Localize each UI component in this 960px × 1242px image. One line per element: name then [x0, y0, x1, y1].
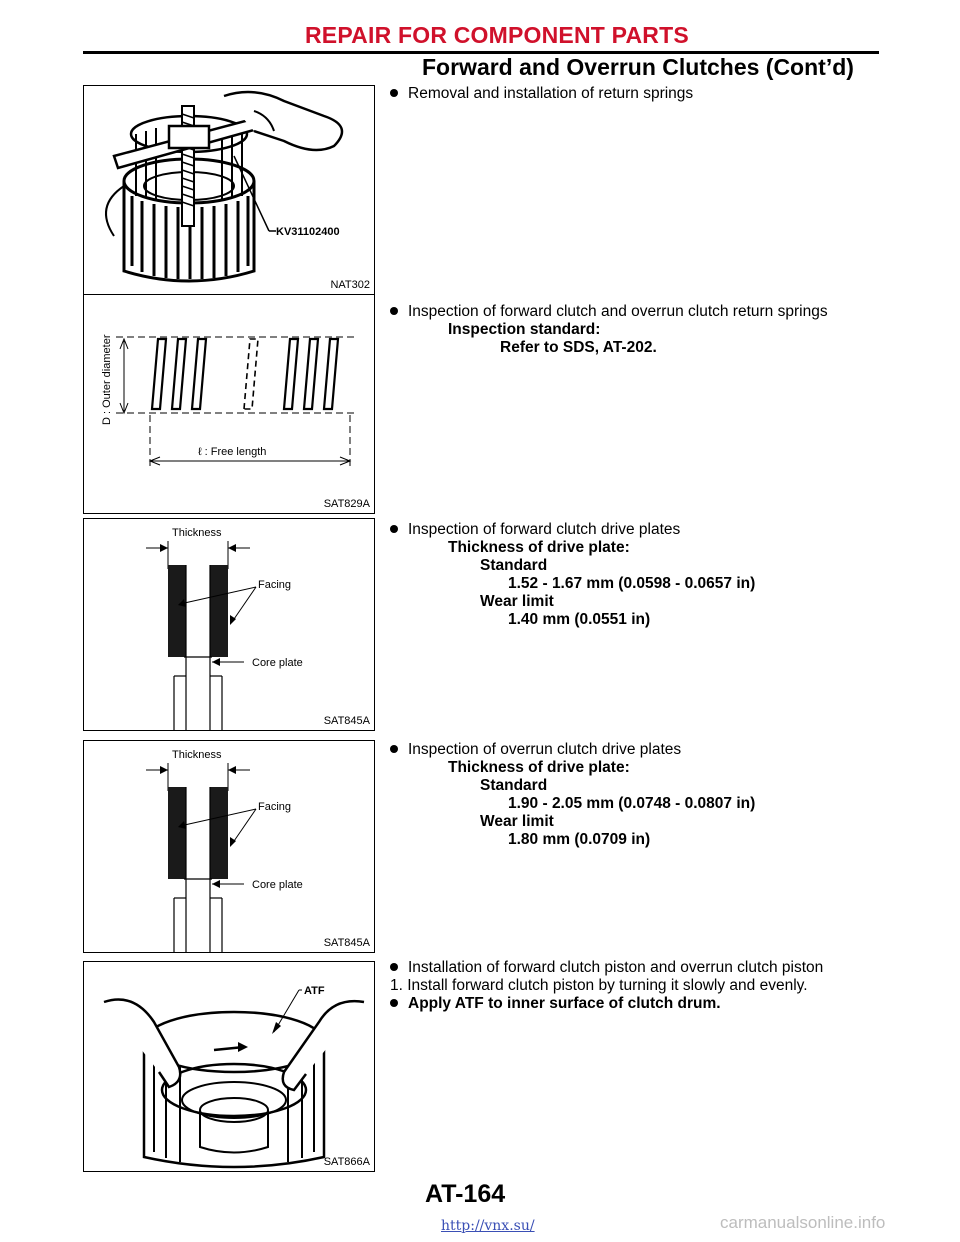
- tool-label: KV31102400: [276, 226, 340, 238]
- section-header: REPAIR FOR COMPONENT PARTS: [305, 22, 689, 48]
- figure-sat829a: [83, 294, 375, 514]
- diameter-label: D : Outer diameter: [101, 334, 113, 425]
- figure-code: SAT829A: [323, 498, 370, 510]
- figure-sat845a-overrun: [83, 740, 375, 953]
- facing-label: Facing: [258, 801, 292, 813]
- bullet-icon: [390, 745, 398, 753]
- facing-label: Facing: [258, 579, 292, 591]
- removal-item: Removal and installation of return springs: [390, 85, 693, 103]
- source-link[interactable]: http://vnx.su/: [441, 1218, 535, 1234]
- bullet-icon: [390, 525, 398, 533]
- bullet-icon: [390, 307, 398, 315]
- figure-code: SAT845A: [323, 715, 370, 727]
- drive-plate-diagram: [84, 519, 374, 730]
- core-plate-label: Core plate: [252, 657, 303, 669]
- clutch-drum-spring-compressor-icon: [84, 86, 374, 294]
- springs-inspection-item: Inspection of forward clutch and overrun clutch return springs Inspection standard: Refer to SDS, AT-202.: [390, 303, 828, 357]
- overrun-plates-item: Inspection of overrun clutch drive plates Thickness of drive plate: Standard 1.90 - 2.05 mm (0.0748 - 0.0807 in) Wear limit 1.80 mm (0.0709 in): [390, 741, 755, 849]
- thickness-label: Thickness: [172, 749, 222, 761]
- bullet-icon: [390, 963, 398, 971]
- free-length-label: ℓ : Free length: [198, 446, 267, 458]
- atf-label: ATF: [304, 985, 325, 997]
- bullet-icon: [390, 89, 398, 97]
- page-number: AT-164: [425, 1180, 506, 1208]
- figure-nat302: [83, 85, 375, 295]
- figure-code: SAT845A: [323, 937, 370, 949]
- hands-installing-piston-icon: [84, 962, 374, 1171]
- bullet-icon: [390, 999, 398, 1007]
- thickness-label: Thickness: [172, 527, 222, 539]
- drive-plate-diagram: [84, 741, 374, 952]
- return-spring-diagram: [84, 295, 374, 513]
- page-title: Forward and Overrun Clutches (Cont’d): [422, 54, 854, 80]
- figure-sat845a-forward: [83, 518, 375, 731]
- watermark: carmanualsonline.info: [720, 1213, 886, 1232]
- figure-code: SAT866A: [323, 1156, 370, 1168]
- figure-sat866a: [83, 961, 375, 1172]
- forward-plates-item: Inspection of forward clutch drive plates Thickness of drive plate: Standard 1.52 - 1.67 mm (0.0598 - 0.0657 in) Wear limit 1.40 mm (0.0551 in): [390, 521, 755, 629]
- installation-item: Installation of forward clutch piston and overrun clutch piston 1. Install forward clutch piston by turning it slowly and evenly. Apply ATF to inner surface of clutch drum.: [390, 959, 824, 1012]
- core-plate-label: Core plate: [252, 879, 303, 891]
- figure-code: NAT302: [330, 279, 370, 291]
